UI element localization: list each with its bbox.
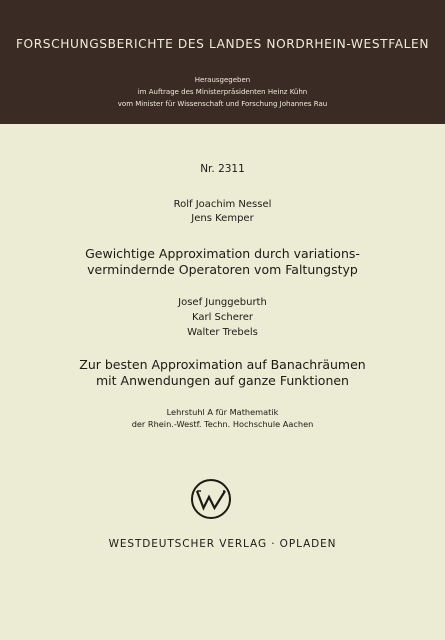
institution-line-2: der Rhein.-Westf. Techn. Hochschule Aachen (131, 419, 314, 429)
issue-number: Nr. 2311 (200, 163, 245, 175)
publisher-name: WESTDEUTSCHER VERLAG · OPLADEN (108, 538, 337, 550)
editor-label: Herausgegeben (194, 76, 251, 84)
part1-author-1: Rolf Joachim Nessel (173, 199, 272, 210)
editor-line-2: vom Minister für Wissenschaft und Forschung Johannes Rau (117, 100, 328, 108)
part1-title-line-2: vermindernde Operatoren vom Faltungstyp (87, 262, 358, 277)
part2-author-1: Josef Junggeburth (178, 297, 267, 308)
institution-line-1: Lehrstuhl A für Mathematik (166, 407, 279, 417)
part2-author-2: Karl Scherer (191, 312, 254, 323)
part1-title-line-1: Gewichtige Approximation durch variations- (85, 246, 360, 261)
cover-header-band (0, 0, 445, 124)
wv-publisher-logo-icon (190, 478, 232, 520)
series-title: FORSCHUNGSBERICHTE DES LANDES NORDRHEIN-WESTFALEN (15, 37, 430, 51)
part1-author-2: Jens Kemper (191, 213, 254, 224)
editor-line-1: im Auftrage des Ministerpräsidenten Heinz Kühn (137, 88, 308, 96)
part2-author-3: Walter Trebels (187, 327, 258, 338)
part2-title-line-2: mit Anwendungen auf ganze Funktionen (96, 373, 349, 388)
part2-title-line-1: Zur besten Approximation auf Banachräumen (79, 357, 366, 372)
